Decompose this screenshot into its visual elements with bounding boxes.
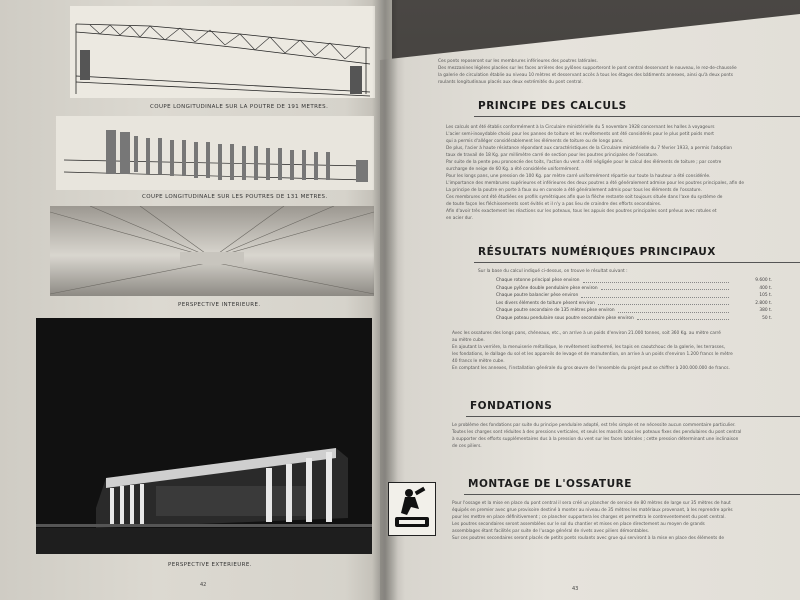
- text-line: 40 francs le mètre cube.: [452, 359, 505, 364]
- section-rule: [466, 416, 800, 417]
- section-title-calculs: PRINCIPE DES CALCULS: [478, 100, 627, 112]
- result-row: [496, 307, 772, 315]
- section-title-montage: MONTAGE DE L'OSSATURE: [468, 478, 632, 490]
- results-table: [496, 277, 772, 322]
- text-line: surcharge de neige de 60 Kg. a été considérée uniformément.: [446, 167, 580, 172]
- result-value: 105 t.: [759, 293, 772, 299]
- text-line: Pour les longs pans, une pression de 100 Kg. par mètre carré uniformément répartie sur toute la hauteur a été considérée.: [446, 174, 711, 179]
- figure-interior-perspective: [50, 206, 374, 296]
- text-line: de ces piliers.: [452, 444, 482, 449]
- result-value: 380 t.: [759, 308, 772, 314]
- text-line: roulants longitudinaux placés aux deux extrémités du pont central.: [438, 80, 583, 85]
- caption-fig1: COUPE LONGITUDINALE SUR LA POUTRE DE 191 METRES.: [150, 104, 329, 110]
- caption-fig2: COUPE LONGITUDINALE SUR LES POUTRES DE 131 METRES.: [142, 194, 328, 200]
- leader-dots: [601, 286, 729, 290]
- result-label: Les divers éléments de toiture pèsent environ: [496, 300, 595, 306]
- logo-icon: [388, 482, 436, 536]
- result-label: Chaque poteau pendulaire sous poutre secondaire pèse environ: [496, 315, 634, 321]
- text-line: En comptant les annexes, l'installation générale du gros œuvre de l'ensemble du projet peut se chiffrer à 200.000.000 de francs.: [452, 366, 730, 371]
- fondations-paragraph: [452, 422, 800, 450]
- leader-dots: [583, 279, 729, 283]
- text-line: pour les mettre en place définitivement ; ce plancher supportera les charges et permettra le contreventement du pont central.: [452, 515, 726, 520]
- leader-dots: [637, 316, 729, 320]
- text-line: la galerie de circulation établie au niveau 10 mètres et desservant accès à tous les étages des bâtiments annexes, ainsi qu'à deux ponts: [438, 73, 733, 78]
- text-line: Toutes les charges sont réduites à des pressions verticales, et seuls les massifs sous les poteaux fixes des pendulaires du pont central: [452, 430, 742, 435]
- text-line: Ces membrures ont été étudiées en profils symétriques afin que la flèche restante soit toujours située dans l'axe du système de: [446, 195, 723, 200]
- result-value: 50 t.: [762, 315, 772, 321]
- leader-dots: [581, 294, 729, 298]
- text-line: L'importance des membrures supérieures et inférieures des deux poutres a été généralement admise pour les poutres principales, afin de: [446, 181, 745, 186]
- result-label: Chaque poutre balancier pèse environ: [496, 293, 579, 299]
- caption-fig4: PERSPECTIVE EXTERIEURE.: [168, 562, 252, 568]
- text-line: Pour l'ossage et la mise en place du pont central il sera créé un plancher de service de 80 mètres de large sur 35 mètres de haut: [452, 501, 731, 506]
- section-rule: [474, 262, 800, 263]
- figure-section-131m: [56, 116, 374, 190]
- figure-exterior-perspective: [36, 318, 372, 554]
- text-line: les fondations, le dallage du sol et les appareils de levage et de manutention, on arrive à un poids d'environ 1.200 francs le mètre: [452, 352, 733, 357]
- text-line: La principe de la poutre en porte à faux ou en console a été généralement admis pour tous les éléments de l'ossature.: [446, 188, 702, 193]
- result-value: 2.800 t.: [755, 300, 772, 306]
- right-page-number: 43: [572, 586, 579, 592]
- section-rule: [464, 494, 800, 495]
- section-rule: [474, 116, 800, 117]
- text-line: Avec les ossatures des longs pans, chéneaux, etc., on arrive à un poids d'environ 21.000 tonnes, soit 360 Kg. au mètre carré: [452, 331, 721, 336]
- text-line: Les poutres secondaires seront assemblées sur le sol du chantier et mises en place directement au moyen de grands: [452, 522, 705, 527]
- text-line: Le problème des fondations par suite du principe pendulaire adopté, est très simple et ne nécessite aucun commentaire particulier.: [452, 423, 736, 428]
- result-row: [496, 300, 772, 308]
- text-line: en acier dur.: [446, 216, 473, 221]
- section-title-fondations: FONDATIONS: [470, 400, 553, 412]
- text-line: Sur ces poutres secondaires seront placés de petits ponts roulants avec grue qui serviront à la mise en place des éléments de: [452, 536, 724, 541]
- result-label: Chaque pylône double pendulaire pèse environ: [496, 285, 598, 291]
- resultats-after: [452, 330, 800, 372]
- result-value: 9.600 t.: [755, 278, 772, 284]
- result-row: [496, 292, 772, 300]
- result-label: Chaque poutre secondaire de 135 mètres pèse environ: [496, 308, 615, 314]
- text-line: taux de travail de 18 Kg. par millimètre carré de section pour les poutres principales de l'ossature.: [446, 153, 659, 158]
- figure-section-191m: [70, 6, 375, 98]
- text-line: L'acier semi-inoxydable choisi pour les pannes de toiture et les revêtements ont été considérés pour le plus petit poids mort: [446, 132, 714, 137]
- montage-paragraph: [452, 500, 800, 542]
- text-line: De plus, l'acier à haute résistance répondant aux caractéristiques de la Circulaire ministérielle du 7 février 1933, a permis l'adoption: [446, 146, 732, 151]
- section-title-resultats: RÉSULTATS NUMÉRIQUES PRINCIPAUX: [478, 246, 716, 258]
- section-drawing: [56, 116, 374, 190]
- interior-drawing: [50, 206, 374, 296]
- text-line: Les calculs ont été établis conformément à la Circulaire ministérielle du 5 novembre 1928 concernant les halles à voyageurs: [446, 125, 715, 130]
- text-line: au mètre cube.: [452, 338, 485, 343]
- left-page-number: 42: [200, 582, 207, 588]
- result-row: [496, 285, 772, 293]
- text-line: Des mezzanines légères placées sur les faces arrières des pylônes supporteront le pont central desservant le nouveau, le rez-de-chaussée: [438, 66, 737, 71]
- text-line: à supporter des efforts supplémentaires dus à la pression du vent sur les faces latérales ; cette pression déterminant une inclinaison: [452, 437, 739, 442]
- calculs-paragraph: [446, 124, 800, 222]
- result-row: [496, 277, 772, 285]
- text-line: assemblages étant facilités par suite de l'usage général de rivets avec piliers démontables.: [452, 529, 650, 534]
- text-line: Ces ponts reposeront sur les membrures inférieures des poutres latérales.: [438, 59, 598, 64]
- text-line: En ajoutant la verrière, la menuiserie métallique, le revêtement isothermé, les tapis en caoutchouc de la galerie, les terrasses,: [452, 345, 726, 350]
- result-row: [496, 315, 772, 323]
- intro-paragraph: [438, 58, 800, 86]
- text-line: équipés en premier avec grue provisoire destiné à monter au niveau de 35 mètres les matériaux provenant, à les reprendre après: [452, 508, 733, 513]
- exterior-drawing: [36, 318, 372, 554]
- leader-dots: [598, 301, 729, 305]
- truss-drawing: [70, 6, 375, 98]
- text-line: Afin d'avoir très exactement les réactions sur les poteaux, tous les appuis des poutres principales sont prévus avec rotules et: [446, 209, 717, 214]
- result-value: 400 t.: [759, 285, 772, 291]
- text-line: Sur la base du calcul indiqué ci-dessus, on trouve le résultat suivant :: [478, 269, 628, 274]
- result-label: Chaque rotonne principal pèse environ: [496, 278, 580, 284]
- resultats-intro: [478, 268, 800, 275]
- leader-dots: [618, 309, 729, 313]
- text-line: Par suite de la pente peu prononcée des toits, l'action du vent a été négligée pour le calcul des éléments de toiture ; par contre: [446, 160, 722, 165]
- logo-drawing: [389, 483, 435, 535]
- text-line: de toute façon les fléchissements sont évités et il n'y a pas lieu de craindre des efforts secondaires.: [446, 202, 662, 207]
- caption-fig3: PERSPECTIVE INTERIEURE.: [178, 302, 261, 308]
- text-line: qui a permis d'alléger considérablement les éléments de toiture ou de longs pans.: [446, 139, 624, 144]
